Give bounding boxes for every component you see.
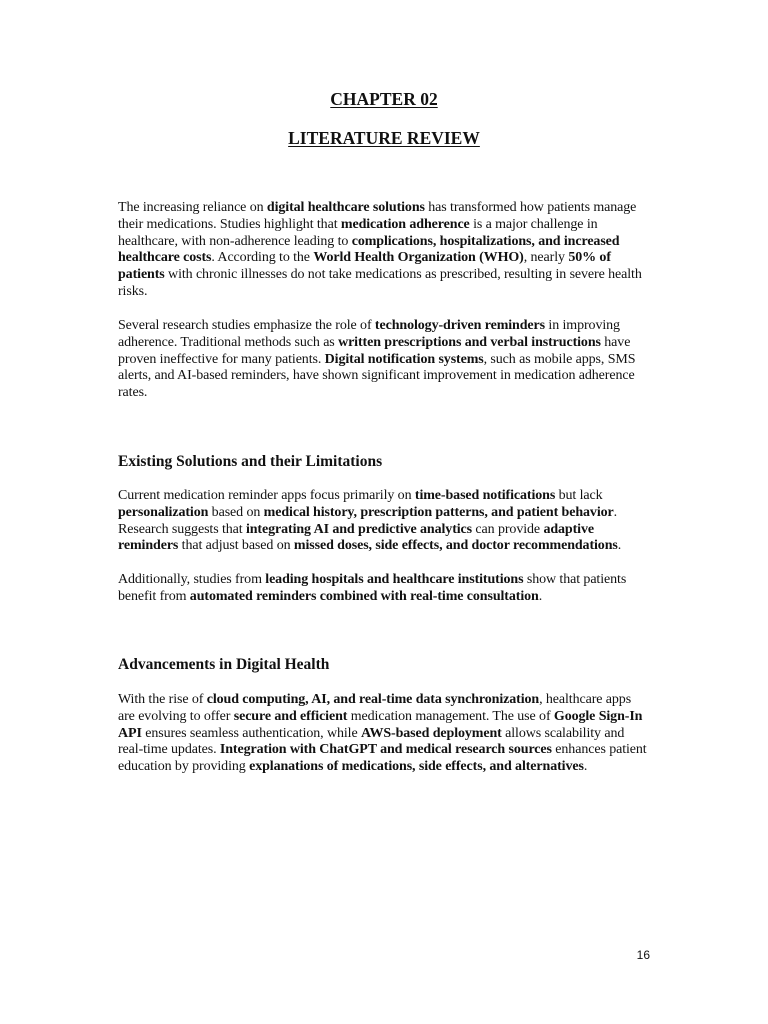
text-run: , healthcare apps are evolving to offer bbox=[118, 692, 632, 724]
emphasized-text: leading hospitals and healthcare institutions bbox=[265, 572, 524, 587]
text-run: . bbox=[538, 588, 543, 604]
text-run: show that patients benefit from bbox=[118, 572, 627, 604]
advancements-paragraph bbox=[118, 692, 648, 776]
text-run: Current medication reminder apps focus primarily on bbox=[118, 488, 415, 503]
hospital-studies-paragraph bbox=[118, 572, 648, 606]
intro-paragraph bbox=[118, 200, 648, 301]
emphasized-text: adaptive reminders bbox=[118, 521, 594, 554]
emphasized-text: personalization bbox=[118, 504, 209, 520]
text-run: . bbox=[617, 538, 622, 554]
text-run: , nearly bbox=[523, 250, 569, 266]
text-run: The increasing reliance on bbox=[118, 200, 267, 215]
text-run: . bbox=[583, 759, 588, 775]
text-run: but lack bbox=[555, 488, 603, 503]
emphasized-text: complications, hospitalizations, and increased healthcare costs bbox=[118, 233, 620, 266]
emphasized-text: medical history, prescription patterns, and patient behavior bbox=[263, 504, 614, 520]
section-heading-advancements: Advancements in Digital Health bbox=[118, 656, 330, 673]
text-run: medication management. The use of bbox=[347, 708, 554, 724]
emphasized-text: medication adherence bbox=[340, 216, 470, 232]
emphasized-text: World Health Organization (WHO) bbox=[313, 250, 524, 266]
emphasized-text: Integration with ChatGPT and medical research sources bbox=[219, 742, 552, 758]
emphasized-text: integrating AI and predictive analytics bbox=[245, 521, 473, 537]
emphasized-text: AWS-based deployment bbox=[360, 725, 502, 741]
emphasized-text: cloud computing, AI, and real-time data synchronization bbox=[206, 692, 540, 707]
emphasized-text: digital healthcare solutions bbox=[266, 200, 425, 215]
emphasized-text: Google Sign-In API bbox=[118, 708, 643, 741]
text-run: Additionally, studies from bbox=[118, 572, 266, 587]
page-number: 16 bbox=[636, 948, 650, 962]
text-run: can provide bbox=[472, 521, 544, 537]
text-run: has transformed how patients manage their medications. Studies highlight that bbox=[118, 200, 637, 232]
text-run: enhances patient education by providing bbox=[118, 742, 647, 775]
emphasized-text: 50% of patients bbox=[118, 250, 611, 283]
emphasized-text: secure and efficient bbox=[233, 708, 348, 724]
text-run: , such as mobile apps, SMS alerts, and AI-based reminders, have shown significant improvement in medication adherence rates. bbox=[118, 351, 636, 401]
existing-solutions-paragraph bbox=[118, 488, 648, 555]
text-run: . According to the bbox=[211, 250, 314, 266]
emphasized-text: technology-driven reminders bbox=[374, 318, 546, 333]
emphasized-text: Digital notification systems bbox=[324, 351, 484, 367]
text-run: allows scalability and real-time updates. bbox=[118, 725, 625, 758]
emphasized-text: explanations of medications, side effects, and alternatives bbox=[249, 759, 584, 775]
emphasized-text: written prescriptions and verbal instructions bbox=[338, 334, 601, 350]
text-run: with chronic illnesses do not take medications as prescribed, resulting in severe health risks. bbox=[118, 267, 642, 299]
emphasized-text: missed doses, side effects, and doctor recommendations bbox=[293, 538, 618, 554]
text-run: based on bbox=[208, 504, 264, 520]
chapter-number: CHAPTER 02 bbox=[330, 89, 438, 109]
text-run: With the rise of bbox=[118, 692, 207, 707]
text-run: that adjust based on bbox=[178, 538, 294, 554]
emphasized-text: time-based notifications bbox=[414, 488, 556, 503]
text-run: . Research suggests that bbox=[118, 504, 618, 537]
research-paragraph bbox=[118, 318, 648, 402]
text-run: have proven ineffective for many patients. bbox=[118, 334, 631, 367]
emphasized-text: automated reminders combined with real-time consultation bbox=[189, 588, 539, 604]
section-heading-existing-solutions: Existing Solutions and their Limitations bbox=[118, 453, 383, 470]
chapter-title: LITERATURE REVIEW bbox=[288, 128, 480, 148]
text-run: is a major challenge in healthcare, with non-adherence leading to bbox=[118, 216, 598, 249]
text-run: ensures seamless authentication, while bbox=[141, 725, 361, 741]
text-run: Several research studies emphasize the role of bbox=[118, 318, 375, 333]
text-run: in improving adherence. Traditional methods such as bbox=[118, 318, 620, 350]
